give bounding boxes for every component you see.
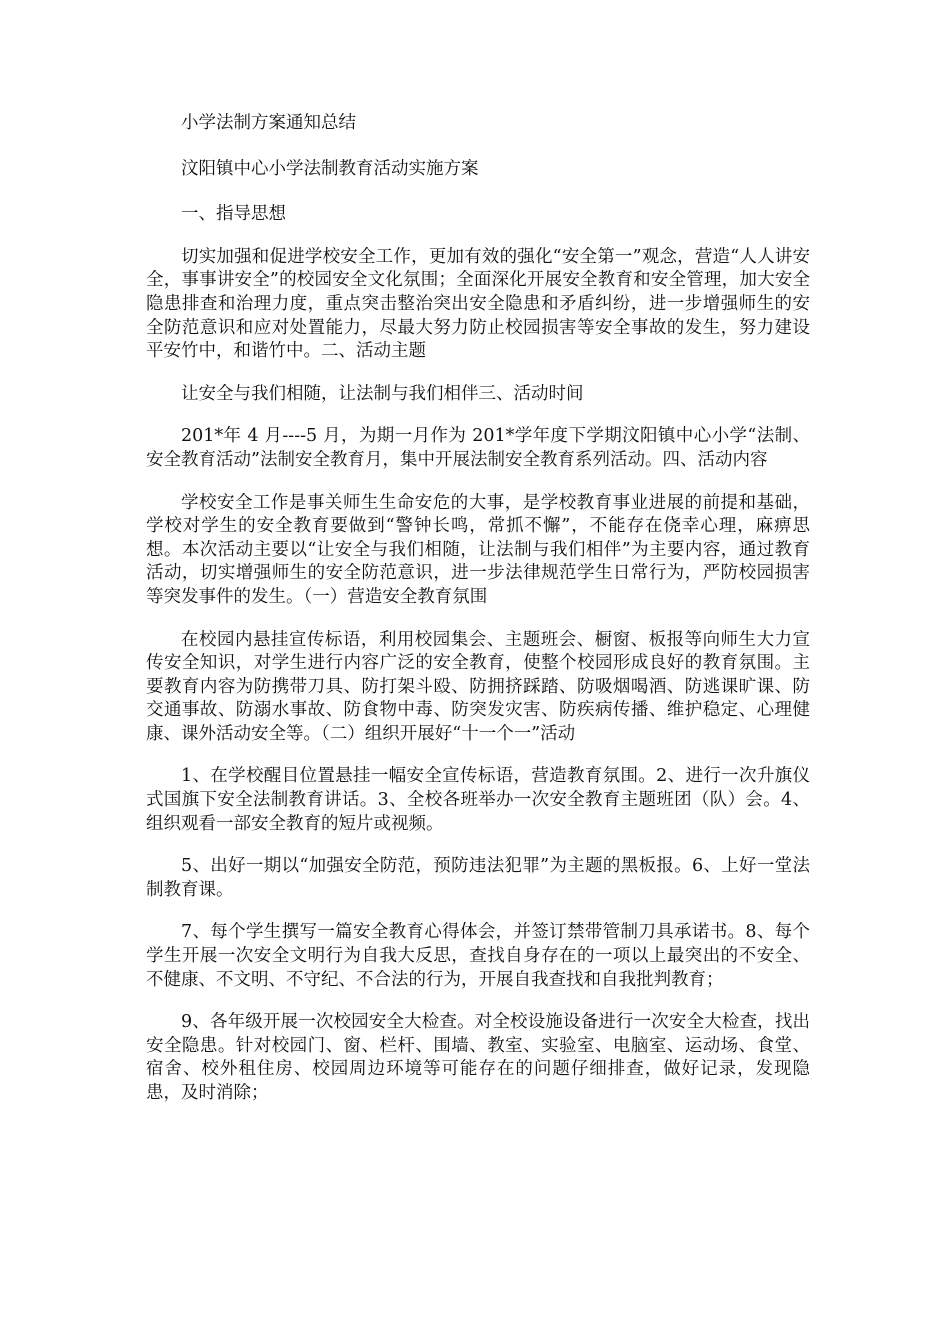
plan-title: 汶阳镇中心小学法制教育活动实施方案 xyxy=(181,158,479,179)
paragraph-education-atmosphere: 在校园内悬挂宣传标语，利用校园集会、主题班会、橱窗、板报等向师生大力宣传安全知识，对学生进行内容广泛的安全教育，使整个校园形成良好的教育氛围。主要教育内容为防携带刀具、防打架斗殴、防拥挤踩踏、防吸烟喝酒、防逃课旷课、防交通事故、防溺水事故、防食物中毒、防突发灾害、防疾病传播、维护稳定、心理健康、课外活动安全等。（二）组织开展好“十一个一”活动 xyxy=(146,629,810,744)
document-body xyxy=(146,112,810,1125)
paragraph-activity-time: 201*年 4 月----5 月，为期一月作为 201*学年度下学期汶阳镇中心小学“法制、安全教育活动”法制安全教育月，集中开展法制安全教育系列活动。四、活动内容 xyxy=(146,426,810,470)
paragraph-activity-item-9: 9、各年级开展一次校园安全大检查。对全校设施设备进行一次安全大检查，找出安全隐患。针对校园门、窗、栏杆、围墙、教室、实验室、电脑室、运动场、食堂、宿舍、校外租住房、校园周边环境等可能存在的问题仔细排查，做好记录，发现隐患，及时消除； xyxy=(146,1012,810,1103)
paragraph-activity-items-7-8: 7、每个学生撰写一篇安全教育心得体会，并签订禁带管制刀具承诺书。8、每个学生开展一次安全文明行为自我大反思，查找自身存在的一项以上最突出的不安全、不健康、不文明、不守纪、不合法的行为，开展自我查找和自我批判教育； xyxy=(146,922,810,990)
paragraph-activity-theme: 让安全与我们相随，让法制与我们相伴三、活动时间 xyxy=(181,383,584,404)
paragraph-guiding-ideology: 切实加强和促进学校安全工作，更加有效的强化“安全第一”观念，营造“人人讲安全，事事讲安全”的校园安全文化氛围；全面深化开展安全教育和安全管理，加大安全隐患排查和治理力度，重点突击整治突出安全隐患和矛盾纠纷，进一步增强师生的安全防范意识和应对处置能力，尽最大努力防止校园损害等安全事故的发生，努力建设平安竹中，和谐竹中。二、活动主题 xyxy=(146,246,810,362)
section-heading-guiding-ideology: 一、指导思想 xyxy=(181,204,286,225)
document-title: 小学法制方案通知总结 xyxy=(181,113,356,133)
paragraph-activity-content: 学校安全工作是事关师生生命安危的大事，是学校教育事业进展的前提和基础，学校对学生的安全教育要做到“警钟长鸣，常抓不懈”，不能存在侥幸心理，麻痹思想。本次活动主要以“让安全与我们相随，让法制与我们相伴”为主要内容，通过教育活动，切实增强师生的安全防范意识，进一步法律规范学生日常行为，严防校园损害等突发事件的发生。（一）营造安全教育氛围 xyxy=(146,492,810,607)
paragraph-activity-items-5-6: 5、出好一期以“加强安全防范，预防违法犯罪”为主题的黑板报。6、上好一堂法制教育课。 xyxy=(146,856,810,900)
paragraph-activity-items-1-4: 1、在学校醒目位置悬挂一幅安全宣传标语，营造教育氛围。2、进行一次升旗仪式国旗下安全法制教育讲话。3、全校各班举办一次安全教育主题班团（队）会。4、组织观看一部安全教育的短片或视频。 xyxy=(146,766,810,834)
